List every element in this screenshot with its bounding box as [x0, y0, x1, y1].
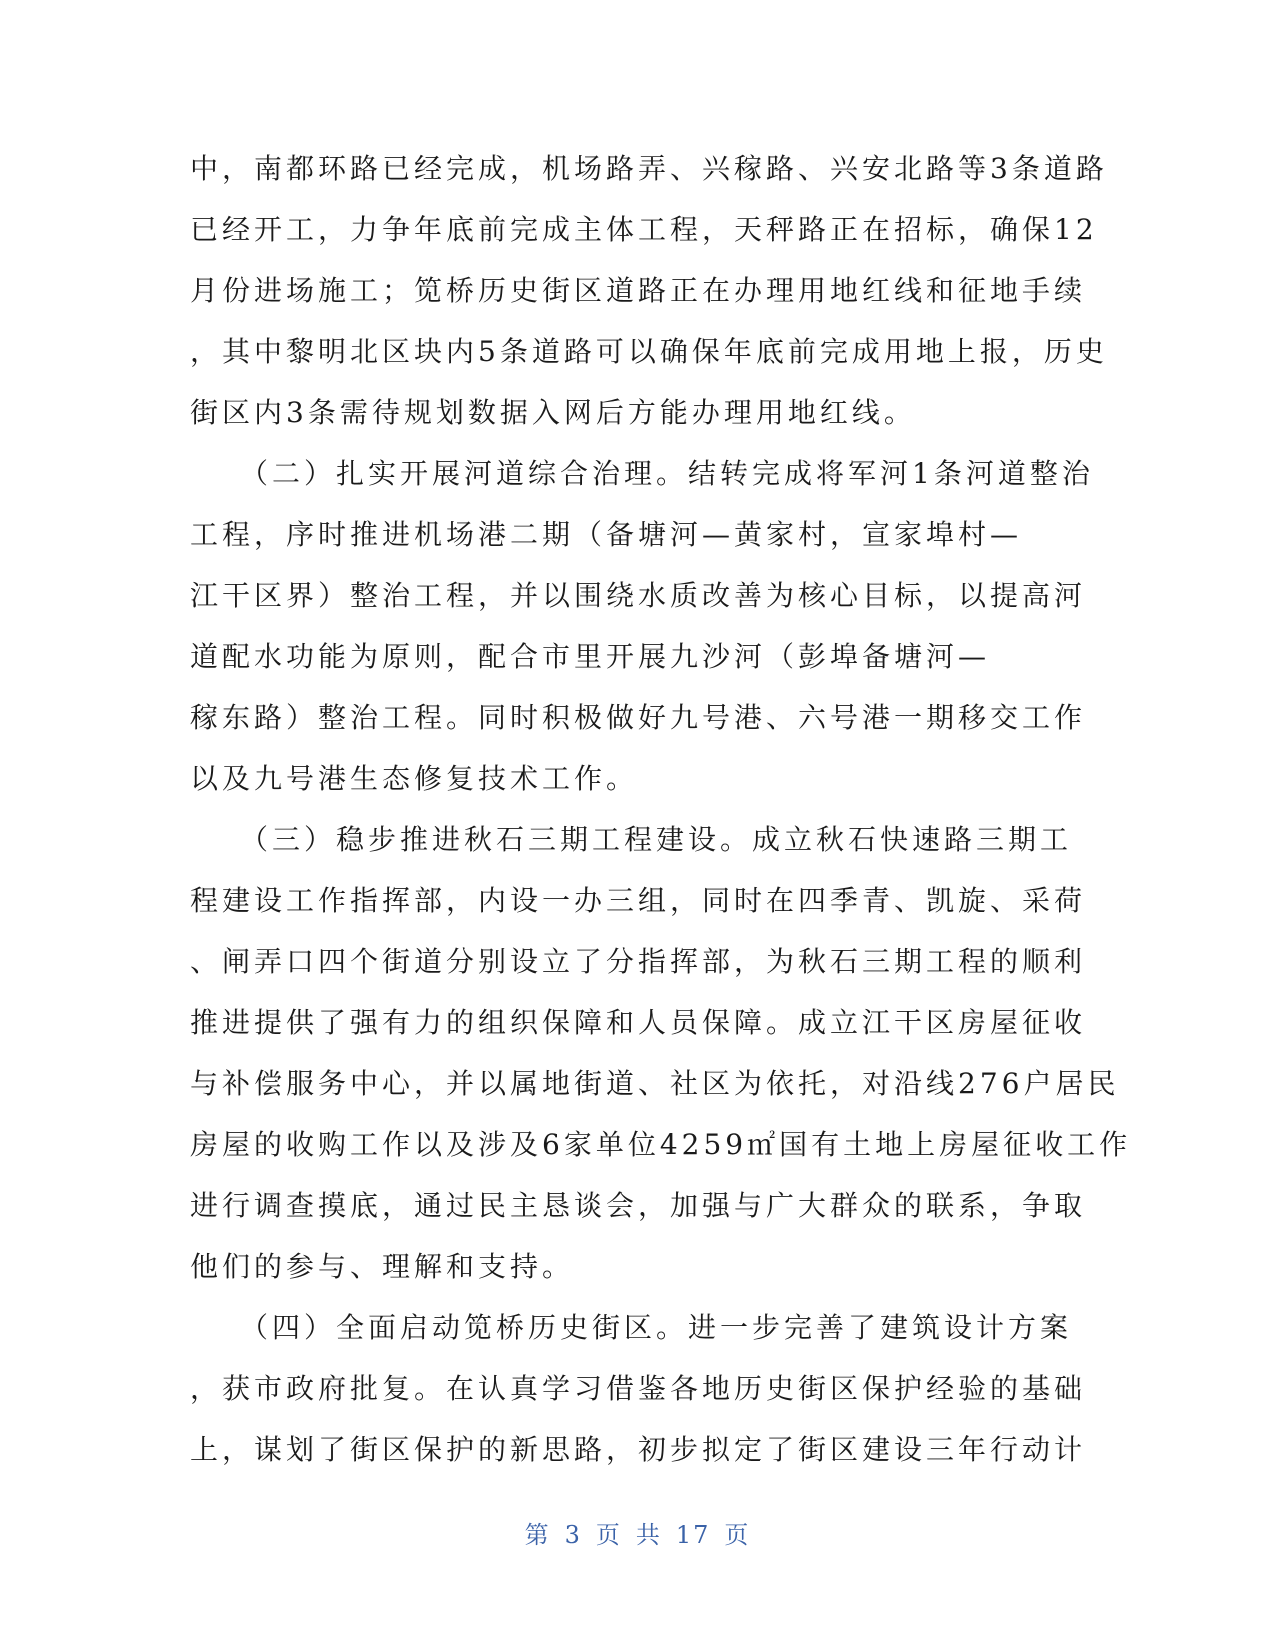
page-number-footer [0, 1515, 1275, 1550]
text-line: 进行调查摸底，通过民主恳谈会，加强与广大群众的联系，争取 [190, 1189, 1087, 1222]
text-line: 江干区界）整治工程，并以围绕水质改善为核心目标，以提高河 [190, 579, 1087, 612]
text-line: 上，谋划了街区保护的新思路，初步拟定了街区建设三年行动计 [190, 1433, 1087, 1466]
text-line: 、闸弄口四个街道分别设立了分指挥部，为秋石三期工程的顺利 [190, 945, 1087, 978]
current-page-number: 3 [564, 1521, 582, 1549]
footer-page-word: 页 [595, 1521, 622, 1549]
text-line: 稼东路）整治工程。同时积极做好九号港、六号港一期移交工作 [190, 701, 1087, 734]
text-line: 程建设工作指挥部，内设一办三组，同时在四季青、凯旋、采荷 [190, 884, 1087, 917]
text-line: ，其中黎明北区块内5条道路可以确保年底前完成用地上报，历史 [190, 335, 1108, 368]
text-line: （二）扎实开展河道综合治理。结转完成将军河1条河道整治 [190, 457, 1094, 490]
text-line: （三）稳步推进秋石三期工程建设。成立秋石快速路三期工 [190, 823, 1073, 856]
total-page-count: 17 [675, 1521, 711, 1549]
text-line: 推进提供了强有力的组织保障和人员保障。成立江干区房屋征收 [190, 1006, 1087, 1039]
footer-prefix: 第 [524, 1521, 551, 1549]
text-line: 道配水功能为原则，配合市里开展九沙河（彭埠备塘河— [190, 640, 991, 673]
text-line: 他们的参与、理解和支持。 [190, 1250, 575, 1283]
text-line: 中，南都环路已经完成，机场路弄、兴稼路、兴安北路等3条道路 [190, 152, 1108, 185]
footer-total-word: 共 [635, 1521, 662, 1549]
text-line: 街区内3条需待规划数据入网后方能办理用地红线。 [190, 396, 916, 429]
document-body [190, 148, 1132, 1490]
text-line: 已经开工，力争年底前完成主体工程，天秤路正在招标，确保12 [190, 213, 1098, 246]
text-line: 月份进场施工；笕桥历史街区道路正在办理用地红线和征地手续 [190, 274, 1087, 307]
text-line: 房屋的收购工作以及涉及6家单位4259㎡国有土地上房屋征收工作 [190, 1128, 1132, 1161]
text-line: 以及九号港生态修复技术工作。 [190, 762, 639, 795]
text-line: （四）全面启动笕桥历史街区。进一步完善了建筑设计方案 [190, 1311, 1073, 1344]
text-line: 与补偿服务中心，并以属地街道、社区为依托，对沿线276户居民 [190, 1067, 1120, 1100]
text-line: 工程，序时推进机场港二期（备塘河—黄家村，宣家埠村— [190, 518, 1023, 551]
footer-suffix: 页 [724, 1521, 751, 1549]
text-line: ，获市政府批复。在认真学习借鉴各地历史街区保护经验的基础 [190, 1372, 1087, 1405]
